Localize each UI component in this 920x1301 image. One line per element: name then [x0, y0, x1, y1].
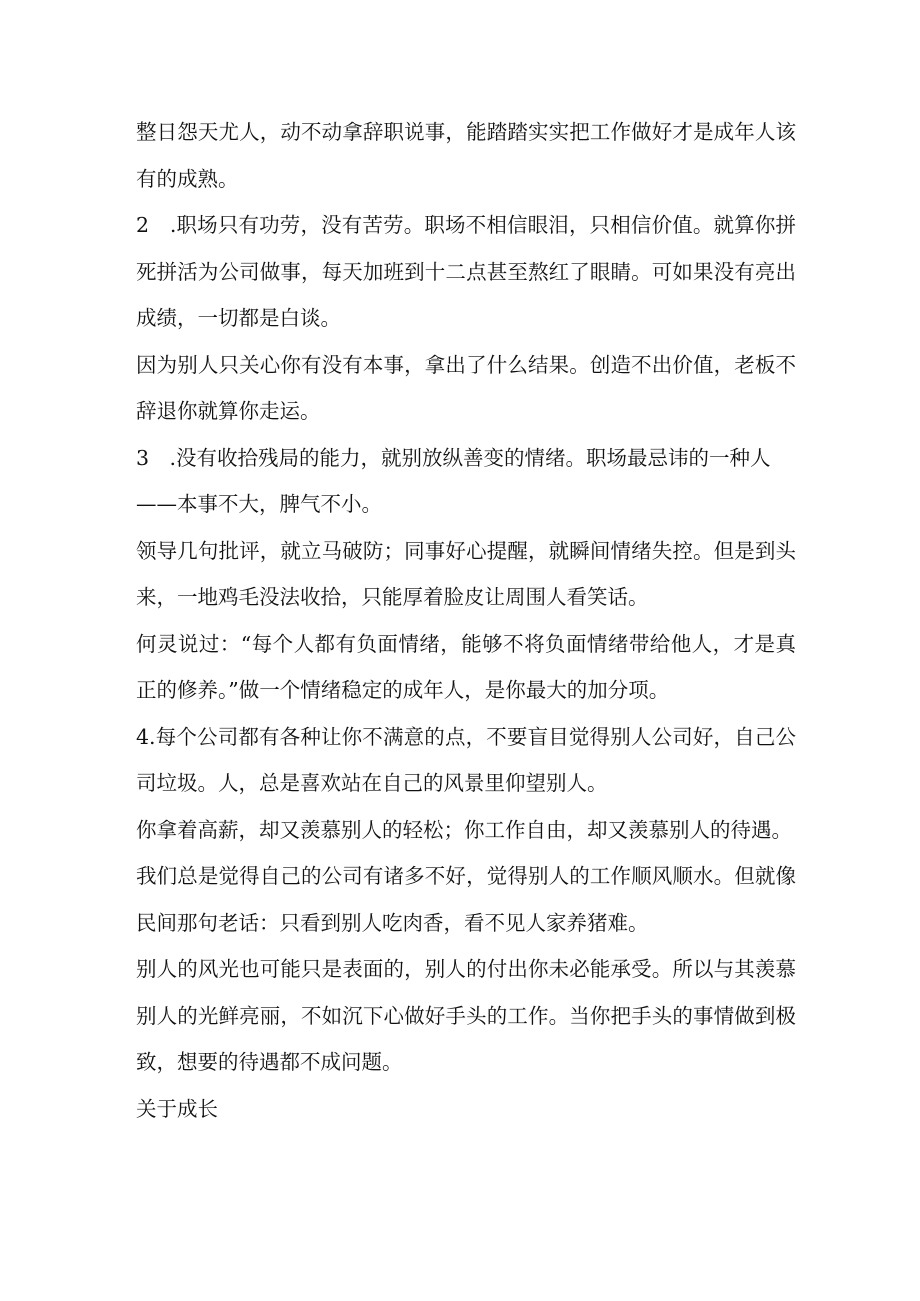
paragraph-quote: 何灵说过：“每个人都有负面情绪，能够不将负面情绪带给他人，才是真正的修养。”做一个情绪稳定的成年人，是你最大的加分项。	[136, 631, 796, 702]
paragraph-focus-work: 别人的风光也可能只是表面的，别人的付出你未必能承受。所以与其羡慕别人的光鲜亮丽，不如沉下心做好手头的工作。当你把手头的事情做到极致，想要的待遇都不成问题。	[136, 957, 796, 1074]
paragraph-point-2: 2 .职场只有功劳，没有苦劳。职场不相信眼泪，只相信价值。就算你拼死拼活为公司做事，每天加班到十二点甚至熬红了眼睛。可如果没有亮出成绩，一切都是白谈。	[136, 213, 796, 330]
paragraph-grass-greener: 我们总是觉得自己的公司有诸多不好，觉得别人的工作顺风顺水。但就像民间那句老话：只看到别人吃肉香，看不见人家养猪难。	[136, 864, 796, 935]
paragraph-temper: ——本事不大，脾气不小。	[136, 492, 382, 516]
paragraph-envy: 你拿着高薪，却又羡慕别人的轻松；你工作自由，却又羡慕别人的待遇。	[136, 817, 792, 842]
paragraph-point-4: 4.每个公司都有各种让你不满意的点，不要盲目觉得别人公司好，自己公司垃圾。人，总是喜欢站在自己的风景里仰望别人。	[136, 724, 796, 795]
paragraph-maturity: 整日怨天尤人，动不动拿辞职说事，能踏踏实实把工作做好才是成年人该有的成熟。	[136, 120, 796, 191]
body-text	[136, 109, 796, 1132]
paragraph-criticism: 领导几句批评，就立马破防；同事好心提醒，就瞬间情绪失控。但是到头来，一地鸡毛没法收拾，只能厚着脸皮让周围人看笑话。	[136, 538, 796, 609]
paragraph-point-3: 3 .没有收拾残局的能力，就别放纵善变的情绪。职场最忌讳的一种人	[136, 445, 771, 470]
paragraph-value: 因为别人只关心你有没有本事，拿出了什么结果。创造不出价值，老板不辞退你就算你走运。	[136, 352, 796, 423]
section-heading-growth: 关于成长	[136, 1096, 218, 1121]
